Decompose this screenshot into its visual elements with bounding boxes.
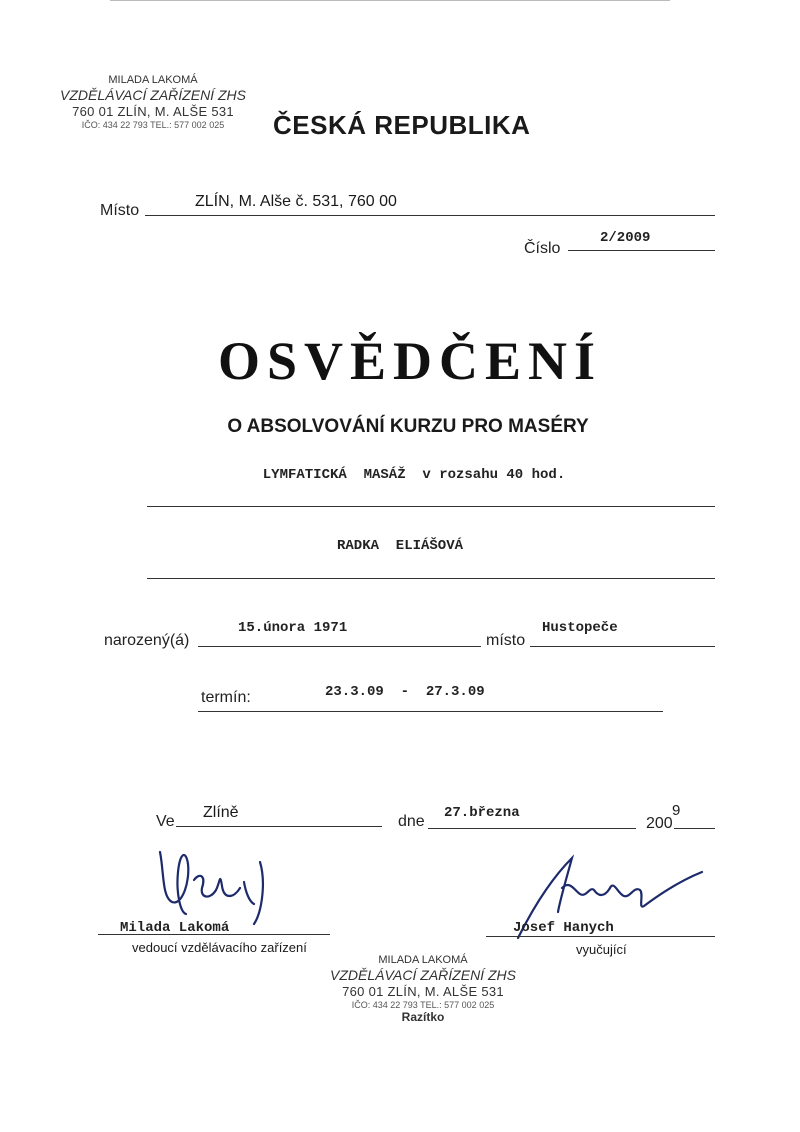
signature-left-graphic [150,842,280,932]
term-value: 23.3.09 - 27.3.09 [325,684,485,700]
stamp-bottom-line2: VZDĚLÁVACÍ ZAŘÍZENÍ ZHS [330,967,516,984]
issued-year-suffix: 9 [672,802,681,819]
birth-date: 15.února 1971 [238,620,348,636]
issued-in-value: Zlíně [203,804,239,821]
number-value: 2/2009 [600,230,651,246]
document-subtitle: O ABSOLVOVÁNÍ KURZU PRO MASÉRY [227,416,589,437]
place-label: Místo [100,202,140,219]
issued-in-label: Ve [156,813,175,830]
course-description: LYMFATICKÁ MASÁŽ v rozsahu 40 hod. [262,467,566,483]
number-line [568,250,715,251]
signatory-right-name: Josef Hanych [513,920,614,936]
issued-year-prefix: 200 [646,815,673,832]
country-heading: ČESKÁ REPUBLIKA [273,110,531,140]
stamp-top-line4: IČO: 434 22 793 TEL.: 577 002 025 [81,119,225,130]
term-line [198,711,663,712]
signatory-right-role: vyučující [576,942,627,957]
issued-date-line [428,828,636,829]
stamp-top-line3: 760 01 ZLÍN, M. ALŠE 531 [72,103,234,119]
birth-date-line [198,646,481,647]
document-title: OSVĚDČENÍ [217,331,603,391]
signatory-left-name: Milada Lakomá [120,920,230,936]
person-name: RADKA ELIÁŠOVÁ [336,538,464,554]
place-value: ZLÍN, M. Alše č. 531, 760 00 [195,193,397,210]
stamp-top-line1: MILADA LAKOMÁ [108,74,198,86]
stamp-bottom-line1: MILADA LAKOMÁ [378,954,468,966]
issued-date-value: 27.března [444,805,520,821]
stamp-top [58,74,248,130]
stamp-bottom [318,954,528,1025]
place-line [145,215,715,216]
issued-date-label: dne [398,813,425,830]
birth-label: narozený(á) [104,632,190,649]
scan-edge-line [110,0,670,1]
birth-place-label: místo [486,632,526,649]
signatory-left-role: vedoucí vzdělávacího zařízení [132,940,307,955]
term-label: termín: [201,689,251,706]
birth-place-line [530,646,715,647]
stamp-bottom-line4: IČO: 434 22 793 TEL.: 577 002 025 [351,999,495,1010]
issued-year-line [674,828,715,829]
stamp-bottom-line3: 760 01 ZLÍN, M. ALŠE 531 [342,983,504,999]
birth-place: Hustopeče [542,620,618,636]
stamp-top-line2: VZDĚLÁVACÍ ZAŘÍZENÍ ZHS [60,87,246,104]
number-label: Číslo [524,240,561,257]
person-line [147,578,715,579]
stamp-bottom-label: Razítko [401,1010,445,1025]
course-line [147,506,715,507]
signature-right-line [486,936,715,937]
issued-in-line [176,826,382,827]
